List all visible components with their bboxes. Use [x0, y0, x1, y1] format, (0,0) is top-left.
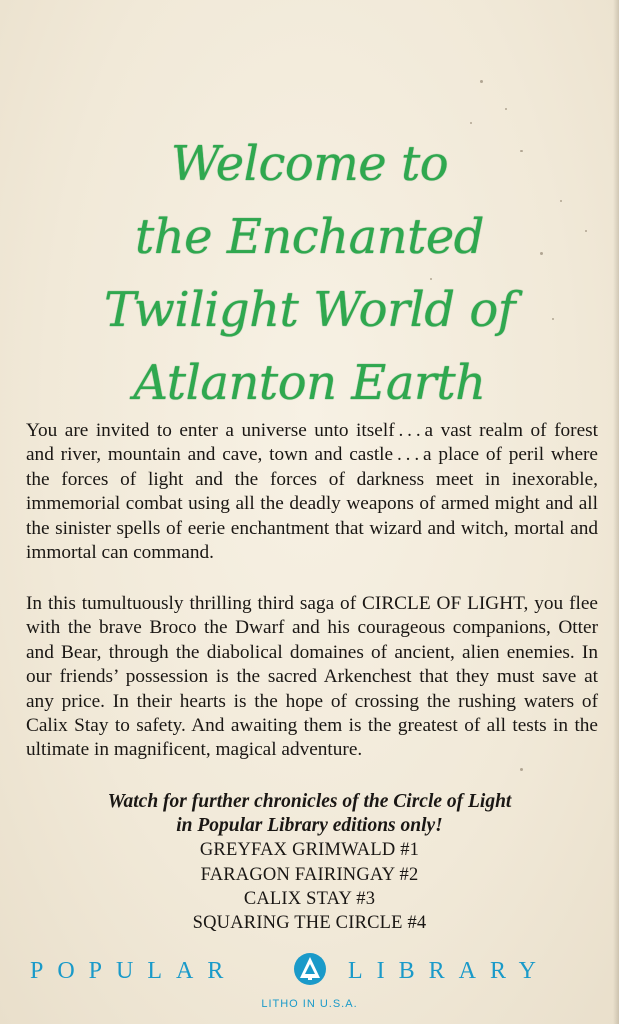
- blurb-paragraph-2: In this tumultuously thrilling third saga of CIRCLE OF LIGHT, you flee with the brave Broco the Dwarf and his courageous companions, Otter and Bear, through the diabolical domaines of ancient, alien enemies. In our friends’ possession is the sacred Arkenchest that they must save at any price. In their hearts is the hope of crossing the rushing waters of Calix Stay to safety. And awaiting them is the greatest of all tests in the ultimate in magnificent, magical adventure.: [26, 593, 598, 761]
- series-intro-line-1: Watch for further chronicles of the Circle of Light: [107, 791, 512, 812]
- publisher-logo: [0, 952, 619, 992]
- series-title-1: GREYFAX GRIMWALD #1: [199, 840, 420, 861]
- publisher-word-library: LIBRARY: [348, 958, 551, 984]
- page-edge-shadow: [613, 0, 619, 1024]
- headline-line-4: Atlanton Earth: [133, 355, 486, 411]
- series-list: [0, 790, 619, 935]
- series-title-4: SQUARING THE CIRCLE #4: [192, 913, 427, 934]
- headline-line-1: Welcome to: [170, 136, 449, 192]
- blurb-paragraph-1: You are invited to enter a universe unto itself . . . a vast realm of forest and river, mountain and cave, town and castle . . . a place of peril where the forces of light and the forces of darkness meet in inexorable, immemorial combat using all the deadly weapons of armed might and all the sinister spells of eerie enchantment that wizard and witch, mortal and immortal can command.: [26, 420, 598, 564]
- cover-headline: [0, 128, 619, 420]
- printing-note: LITHO IN U.S.A.: [261, 998, 358, 1010]
- headline-line-2: the Enchanted: [134, 209, 485, 265]
- publisher-word-popular: POPULAR: [30, 958, 238, 984]
- headline-line-3: Twilight World of: [103, 282, 516, 338]
- series-title-2: FARAGON FAIRINGAY #2: [200, 864, 419, 885]
- popular-library-logo-icon: [293, 952, 327, 986]
- series-title-3: CALIX STAY #3: [243, 888, 376, 909]
- series-intro-line-2: in Popular Library editions only!: [176, 815, 443, 837]
